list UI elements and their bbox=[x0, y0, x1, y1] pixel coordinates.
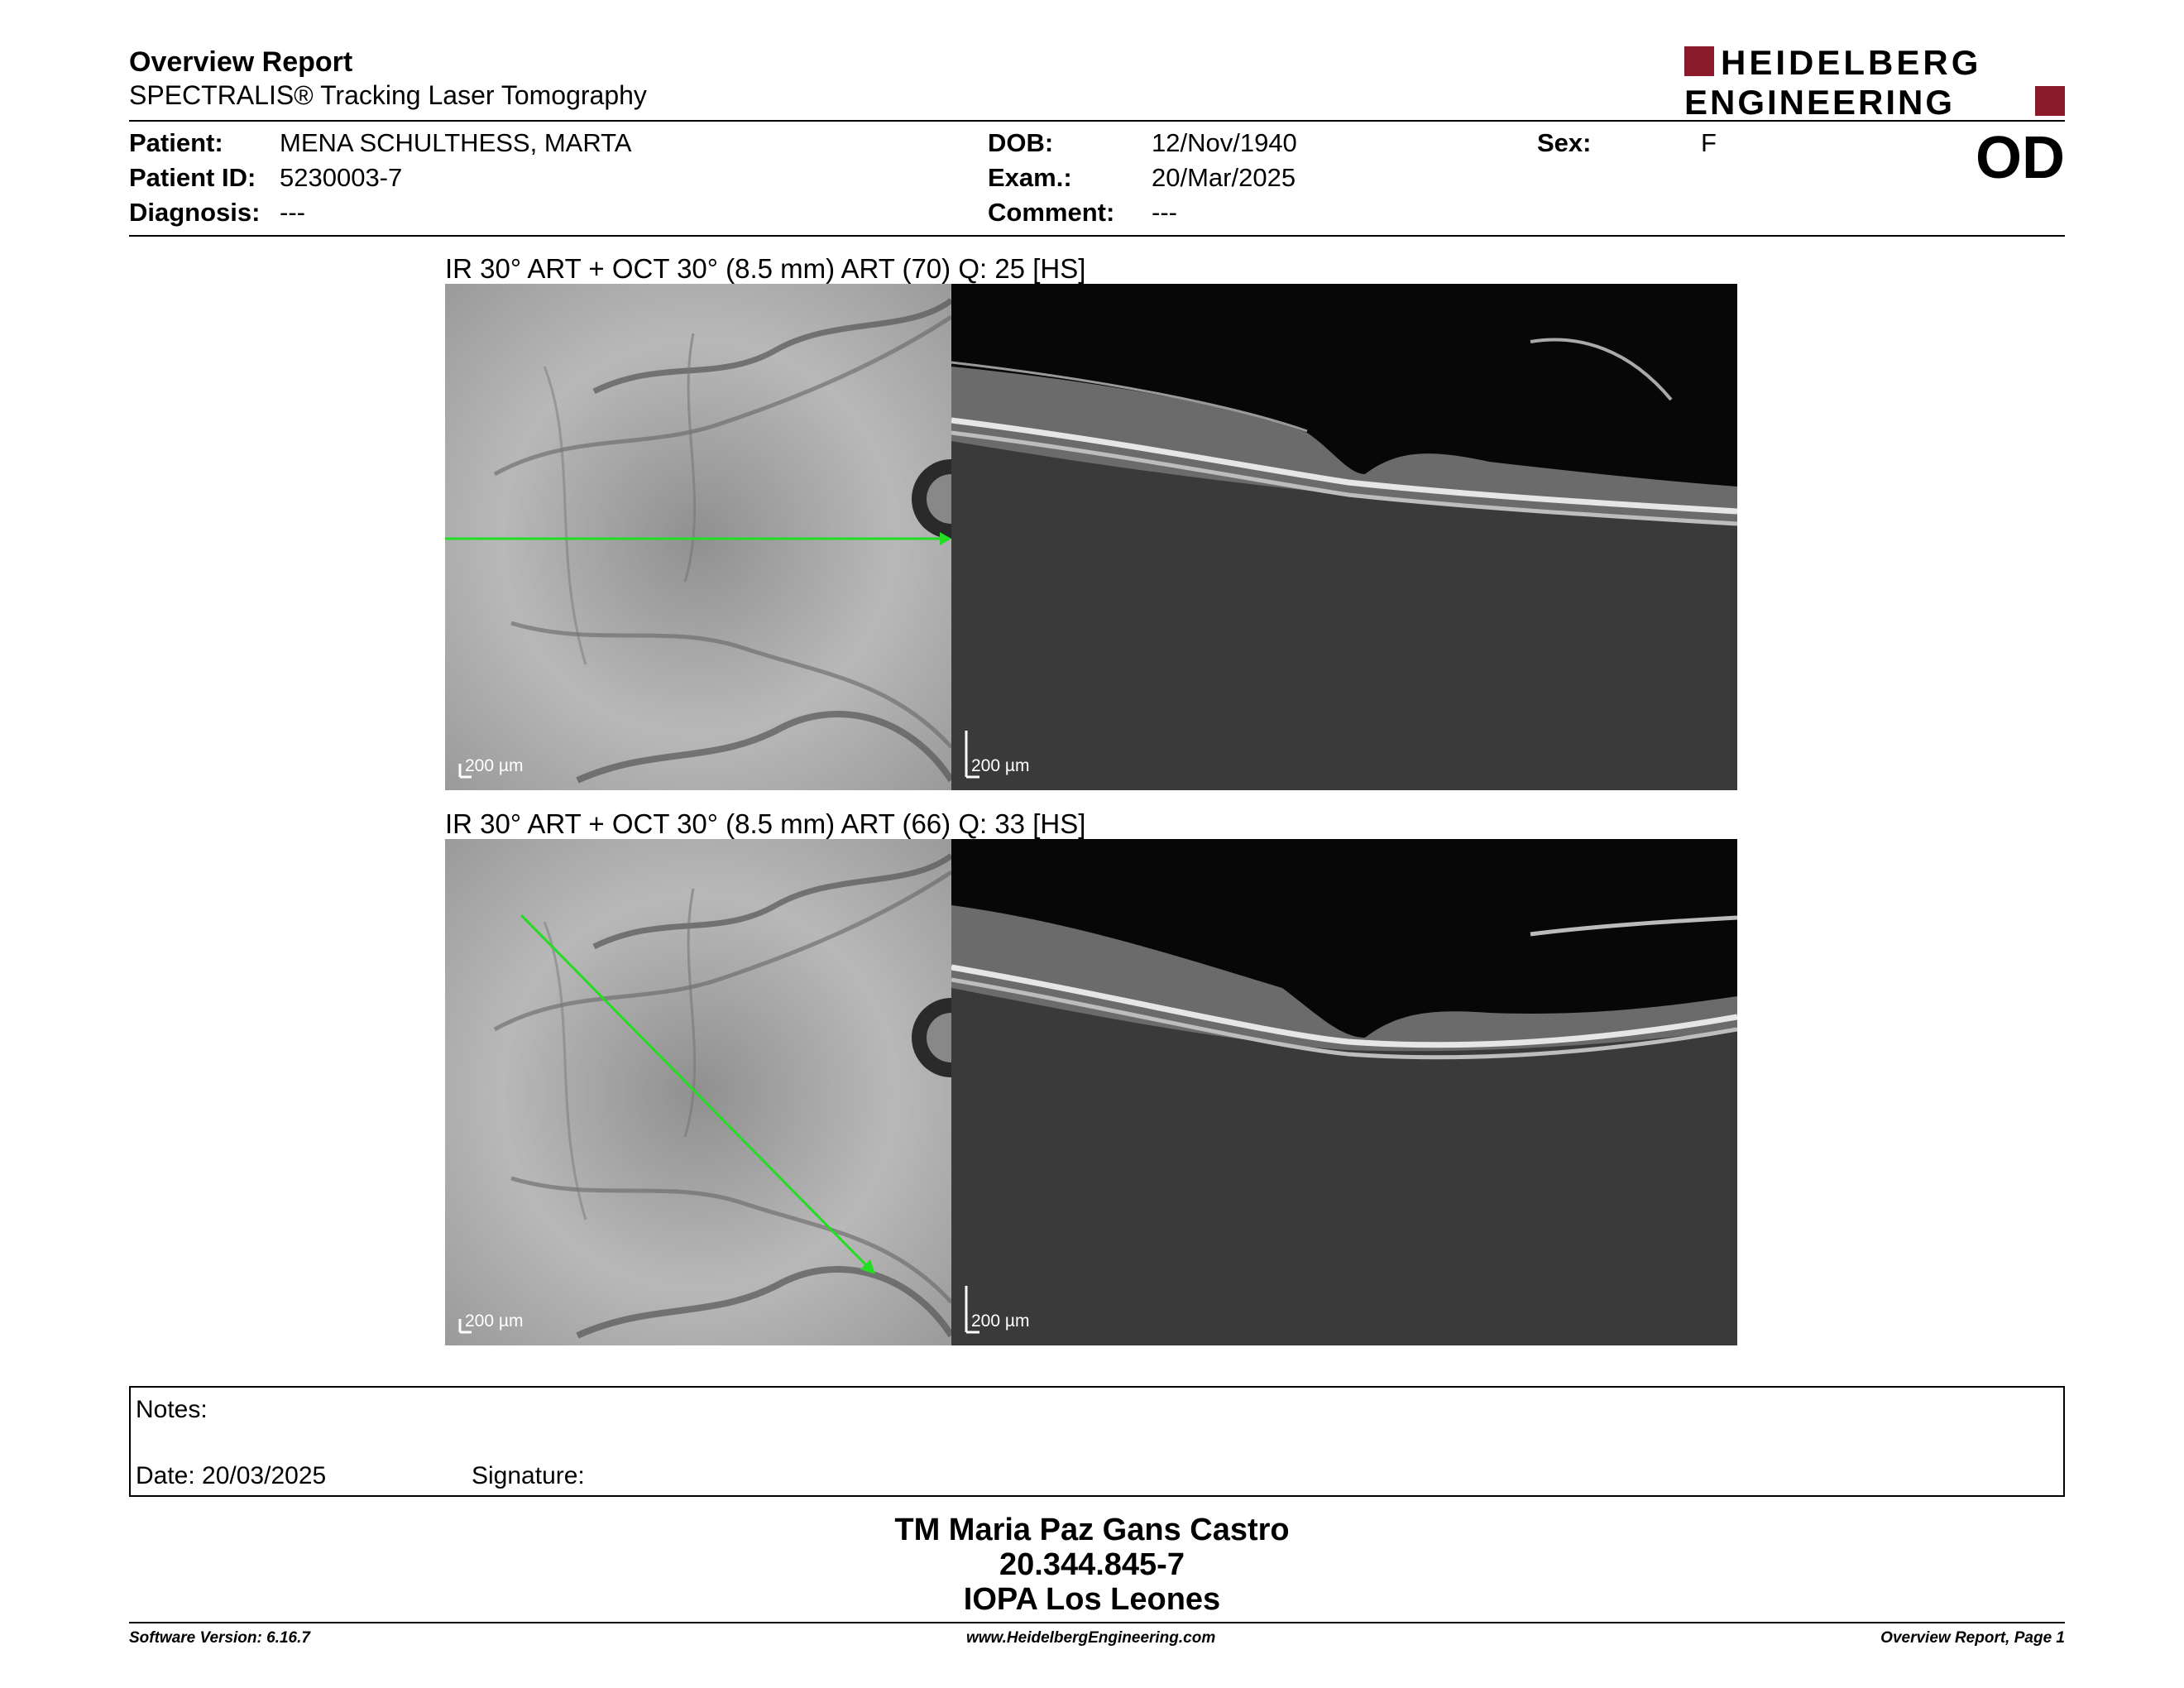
exam-value: 20/Mar/2025 bbox=[1152, 163, 1296, 192]
sex-label: Sex: bbox=[1537, 128, 1592, 157]
dob-label: DOB: bbox=[988, 128, 1054, 157]
diagnosis-value: --- bbox=[280, 198, 305, 227]
scan-1-label: IR 30° ART + OCT 30° (8.5 mm) ART (70) Q: 25 [HS] bbox=[445, 253, 1086, 284]
notes-box bbox=[129, 1386, 2065, 1497]
patient-label: Patient: bbox=[129, 128, 223, 157]
logo-line2: ENGINEERING bbox=[1684, 83, 1956, 117]
patient-divider bbox=[129, 235, 2065, 237]
scan-2-fundus-vessels bbox=[445, 839, 951, 1345]
comment-label: Comment: bbox=[988, 198, 1115, 227]
scan-2-label: IR 30° ART + OCT 30° (8.5 mm) ART (66) Q: 33 [HS] bbox=[445, 808, 1086, 839]
heidelberg-logo bbox=[1684, 45, 2065, 117]
scan-2-fundus-image bbox=[445, 839, 951, 1345]
notes-label: Notes: bbox=[136, 1396, 208, 1423]
scan-1-oct-layers bbox=[951, 284, 1737, 790]
scan-1-fundus-scalebar: 200 µm bbox=[465, 756, 524, 775]
page-number: Overview Report, Page 1 bbox=[1880, 1629, 2065, 1647]
patient-name: MENA SCHULTHESS, MARTA bbox=[280, 128, 632, 157]
header-divider bbox=[129, 120, 2065, 122]
report-title: Overview Report bbox=[129, 46, 353, 78]
scan-2-fundus-scalebar: 200 µm bbox=[465, 1312, 524, 1331]
eye-indicator: OD bbox=[1976, 125, 2065, 191]
scan-1-fundus-vessels bbox=[445, 284, 951, 790]
scan-2-oct-layers bbox=[951, 839, 1737, 1345]
patient-id: 5230003-7 bbox=[280, 163, 403, 192]
dob-value: 12/Nov/1940 bbox=[1152, 128, 1297, 157]
software-version: Software Version: 6.16.7 bbox=[129, 1629, 310, 1647]
logo-line1: HEIDELBERG bbox=[1721, 45, 1982, 82]
report-subtitle: SPECTRALIS® Tracking Laser Tomography bbox=[129, 80, 647, 110]
signer-institution: IOPA Los Leones bbox=[963, 1582, 1221, 1617]
website-link[interactable]: www.HeidelbergEngineering.com bbox=[966, 1629, 1216, 1647]
scan-2-oct-image bbox=[951, 839, 1737, 1345]
sex-value: F bbox=[1701, 128, 1717, 157]
notes-signature-label: Signature: bbox=[472, 1462, 585, 1489]
exam-label: Exam.: bbox=[988, 163, 1072, 192]
scan-1-oct-image bbox=[951, 284, 1737, 790]
diagnosis-label: Diagnosis: bbox=[129, 198, 261, 227]
scan-1-oct-scalebar: 200 µm bbox=[971, 756, 1030, 775]
footer-divider bbox=[129, 1622, 2065, 1623]
patient-id-label: Patient ID: bbox=[129, 163, 256, 192]
notes-date: Date: 20/03/2025 bbox=[136, 1462, 327, 1489]
comment-value: --- bbox=[1152, 198, 1177, 227]
signer-name: TM Maria Paz Gans Castro bbox=[894, 1513, 1290, 1547]
scan-2-oct-scalebar: 200 µm bbox=[971, 1312, 1030, 1331]
scan-1-fundus-image bbox=[445, 284, 951, 790]
signer-rut: 20.344.845-7 bbox=[999, 1547, 1185, 1582]
